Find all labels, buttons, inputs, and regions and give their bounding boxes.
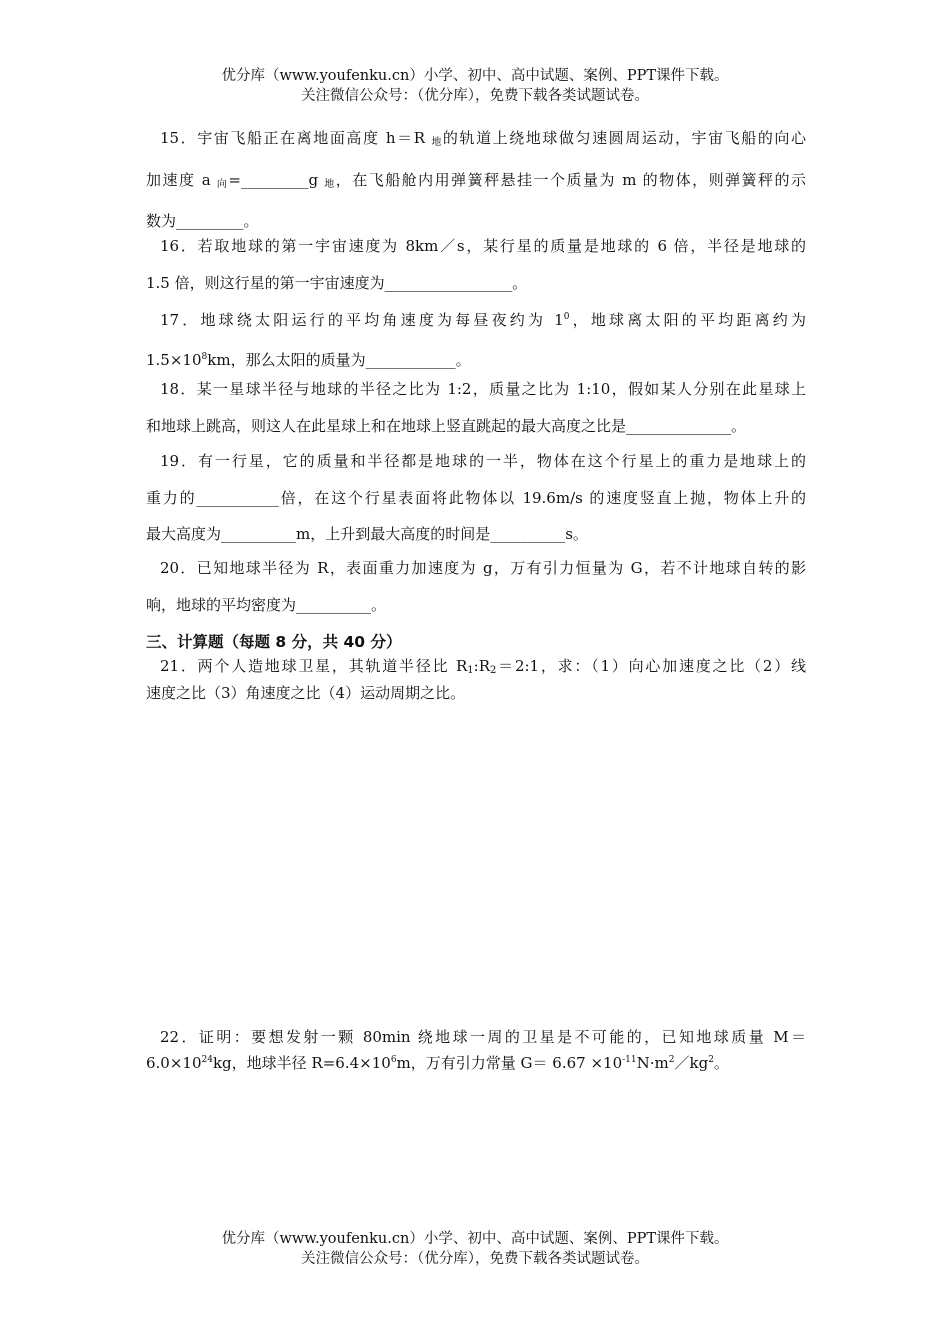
footer-line-1: 优分库（www.youfenku.cn）小学、初中、高中试题、案例、PPT课件下载。 bbox=[221, 1231, 729, 1247]
header-line-1: 优分库（www.youfenku.cn）小学、初中、高中试题、案例、PPT课件下载。 bbox=[221, 68, 729, 84]
footer-line-2: 关注微信公众号：（优分库），免费下载各类试题试卷。 bbox=[301, 1251, 649, 1267]
q15-line-1: 15．宇宙飞船正在离地面高度 h＝R $_地$的轨道上绕地球做匀速圆周运动，宇宙飞船的向心 bbox=[160, 129, 806, 148]
section-3-heading: 三、计算题（每题 8 分，共 40 分） bbox=[146, 633, 402, 651]
question-15 bbox=[146, 120, 806, 240]
q19-line-3: 最大高度为__________m，上升到最大高度的时间是__________s。 bbox=[146, 525, 588, 543]
page-header bbox=[0, 66, 950, 106]
question-17 bbox=[146, 299, 806, 378]
question-18 bbox=[146, 371, 806, 444]
question-22 bbox=[146, 1026, 806, 1075]
q17-line-1: 17．地球绕太阳运行的平均角速度为每昼夜约为 $1^0$，地球离太阳的平均距离约为 bbox=[160, 311, 806, 329]
q18-line-1: 18．某一星球半径与地球的半径之比为 1:2，质量之比为 1:10，假如某人分别在此星球上 bbox=[160, 380, 806, 398]
q20-line-1: 20．已知地球半径为 R，表面重力加速度为 g，万有引力恒量为 G，若不计地球自转的影 bbox=[160, 559, 806, 577]
q17-line-2: $1.5\times 10^8km$，那么太阳的质量为____________。 bbox=[146, 350, 471, 369]
q15-line-2: 加速度 a $_向$=_________g $_地$，在飞船舱内用弹簧秤悬挂一个质量为 m 的物体，则弹簧秤的示 bbox=[146, 170, 806, 190]
page-footer bbox=[0, 1229, 950, 1269]
q22-line-1: 22．证明：要想发射一颗 80min 绕地球一周的卫星是不可能的，已知地球质量 M＝ bbox=[160, 1028, 806, 1046]
q18-line-2: 和地球上跳高，则这人在此星球上和在地球上竖直跳起的最大高度之比是______________。 bbox=[146, 416, 747, 435]
question-16 bbox=[146, 228, 806, 301]
header-line-2: 关注微信公众号：（优分库），免费下载各类试题试卷。 bbox=[301, 88, 649, 104]
question-21 bbox=[146, 655, 806, 705]
question-20 bbox=[146, 550, 806, 623]
q16-line-2: 1.5 倍，则这行星的第一宇宙速度为_________________。 bbox=[146, 273, 528, 292]
q15-line-3: 数为_________。 bbox=[146, 212, 259, 230]
question-19 bbox=[146, 443, 806, 553]
q22-line-2: $6.0\times 10^{24}kg$，地球半径 $R=6.4\times 10^6m$，万有引力常量 $G= 6.67 \times 10^{-11}N\cdot m^2/kg^2$。 bbox=[146, 1054, 729, 1072]
q19-line-2: 重力的___________倍，在这个行星表面将此物体以 19.6m/s 的速度竖直上抛，物体上升的 bbox=[146, 488, 806, 507]
q16-line-1: 16．若取地球的第一宇宙速度为 8km／s，某行星的质量是地球的 6 倍，半径是地球的 bbox=[160, 237, 806, 255]
q19-line-1: 19．有一行星，它的质量和半径都是地球的一半，物体在这个行星上的重力是地球上的 bbox=[160, 452, 806, 470]
q21-line-1: 21．两个人造地球卫星，其轨道半径比 $R_1:R_2=2:1$，求：（1）向心加速度之比（2）线 bbox=[160, 657, 806, 676]
q21-line-2: 速度之比（3）角速度之比（4）运动周期之比。 bbox=[146, 684, 466, 702]
q20-line-2: 响，地球的平均密度为__________。 bbox=[146, 595, 387, 614]
